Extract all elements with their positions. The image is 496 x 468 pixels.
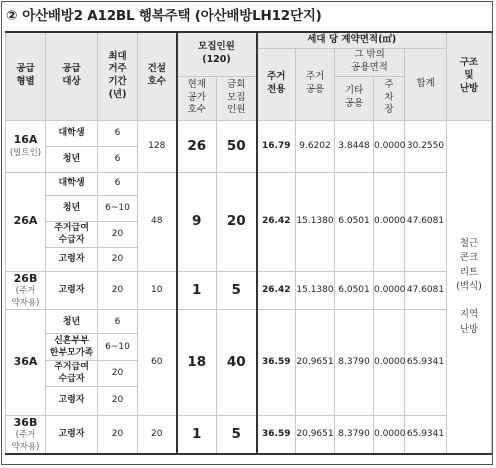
table-row	[6, 120, 492, 146]
header-other-shared-group: 그 밖의 공용면적	[335, 48, 405, 76]
section-title-text: 아산배방2 A12BL 행복주택 (아산배방LH12단지)	[22, 8, 322, 24]
shared-area: 15.1380	[296, 172, 335, 271]
supply-target: 고령자	[46, 247, 98, 271]
supply-type: 36B	[13, 415, 38, 429]
header-total: 합계	[405, 48, 447, 120]
table-row	[6, 310, 492, 334]
max-period: 6~10	[98, 334, 138, 361]
header-parking: 주 차 장	[374, 76, 405, 120]
built-units: 20	[138, 415, 177, 454]
parking-area: 0.0000	[374, 415, 405, 454]
supply-target: 대학생	[46, 172, 98, 195]
supply-type-cell	[6, 415, 46, 454]
total-area: 30.2550	[405, 120, 447, 172]
max-period: 20	[98, 247, 138, 271]
max-period: 20	[98, 271, 138, 310]
other-common-area: 6.0501	[335, 172, 374, 271]
max-period: 6	[98, 120, 138, 146]
header-exclusive: 주거 전용	[257, 48, 296, 120]
exclusive-area: 36.59	[257, 415, 296, 454]
header-vacant-units: 현재 공가 호수	[177, 76, 217, 120]
built-units: 60	[138, 310, 177, 415]
max-period: 6	[98, 172, 138, 195]
built-units: 10	[138, 271, 177, 310]
header-other-common: 기타 공용	[335, 76, 374, 120]
table-row	[6, 415, 492, 454]
other-common-area: 6.0501	[335, 271, 374, 310]
vacant-units: 9	[177, 172, 217, 271]
recruit-count: 20	[217, 172, 257, 271]
supply-type-cell	[6, 120, 46, 172]
max-period: 20	[98, 221, 138, 247]
max-period: 6	[98, 310, 138, 334]
recruit-count: 50	[217, 120, 257, 172]
supply-type-note: (주거 약자용)	[11, 286, 40, 308]
parking-area: 0.0000	[374, 120, 405, 172]
supply-type: 36A	[13, 355, 38, 368]
table-row	[6, 172, 492, 195]
max-period: 6	[98, 146, 138, 172]
header-max-period: 최대 거주 기간 (년)	[98, 32, 138, 120]
shared-area: 20.9651	[296, 415, 335, 454]
header-structure: 구조 및 난방	[447, 32, 492, 120]
other-common-area: 8.3790	[335, 310, 374, 415]
built-units: 128	[138, 120, 177, 172]
supply-target: 고령자	[46, 271, 98, 310]
parking-area: 0.0000	[374, 271, 405, 310]
supply-target: 주거급여 수급자	[46, 361, 98, 386]
exclusive-area: 16.79	[257, 120, 296, 172]
structure-heating: 철근 콘크 리트 (벽식) 지역 난방	[447, 120, 492, 454]
supply-target: 고령자	[46, 386, 98, 415]
header-shared: 주거 공용	[296, 48, 335, 120]
header-supply-target: 공급 대상	[46, 32, 98, 120]
supply-target: 주거급여 수급자	[46, 221, 98, 247]
vacant-units: 26	[177, 120, 217, 172]
shared-area: 9.6202	[296, 120, 335, 172]
vacant-units: 1	[177, 271, 217, 310]
supply-target: 청년	[46, 146, 98, 172]
header-built-units: 건설 호수	[138, 32, 177, 120]
total-area: 65.9341	[405, 415, 447, 454]
total-area: 47.6081	[405, 271, 447, 310]
vacant-units: 18	[177, 310, 217, 415]
supply-type-note: (주거 약자용)	[11, 430, 40, 452]
supply-target: 청년	[46, 195, 98, 221]
supply-target: 대학생	[46, 120, 98, 146]
built-units: 48	[138, 172, 177, 271]
section-title	[6, 5, 322, 27]
shared-area: 15.1380	[296, 271, 335, 310]
exclusive-area: 36.59	[257, 310, 296, 415]
header-recruit-group: 모집인원 (120)	[177, 32, 257, 76]
max-period: 20	[98, 415, 138, 454]
header-recruit-now: 금회 모집 인원	[217, 76, 257, 120]
header-area-group: 세대 당 계약면적(㎡)	[257, 32, 447, 48]
vacant-units: 1	[177, 415, 217, 454]
supply-type-cell	[6, 172, 46, 271]
supply-type: 26A	[13, 214, 38, 228]
recruit-count: 40	[217, 310, 257, 415]
supply-target: 신혼부부 한부모가족	[46, 334, 98, 361]
supply-type: 16A	[13, 132, 38, 146]
parking-area: 0.0000	[374, 172, 405, 271]
max-period: 6~10	[98, 195, 138, 221]
parking-area: 0.0000	[374, 310, 405, 415]
recruit-count: 5	[217, 271, 257, 310]
exclusive-area: 26.42	[257, 271, 296, 310]
table-row	[6, 271, 492, 310]
shared-area: 20.9651	[296, 310, 335, 415]
recruit-count: 5	[217, 415, 257, 454]
supply-type-note: (빌트인)	[9, 147, 42, 158]
max-period: 20	[98, 386, 138, 415]
other-common-area: 3.8448	[335, 120, 374, 172]
exclusive-area: 26.42	[257, 172, 296, 271]
header-supply-type: 공급 형별	[6, 32, 46, 120]
total-area: 65.9341	[405, 310, 447, 415]
supply-target: 고령자	[46, 415, 98, 454]
supply-type-cell	[6, 310, 46, 415]
supply-type: 26B	[13, 271, 38, 285]
housing-supply-table	[5, 31, 492, 455]
max-period: 20	[98, 361, 138, 386]
section-number: ②	[6, 8, 18, 24]
supply-target: 청년	[46, 310, 98, 334]
total-area: 47.6081	[405, 172, 447, 271]
supply-type-cell	[6, 271, 46, 310]
other-common-area: 8.3790	[335, 415, 374, 454]
